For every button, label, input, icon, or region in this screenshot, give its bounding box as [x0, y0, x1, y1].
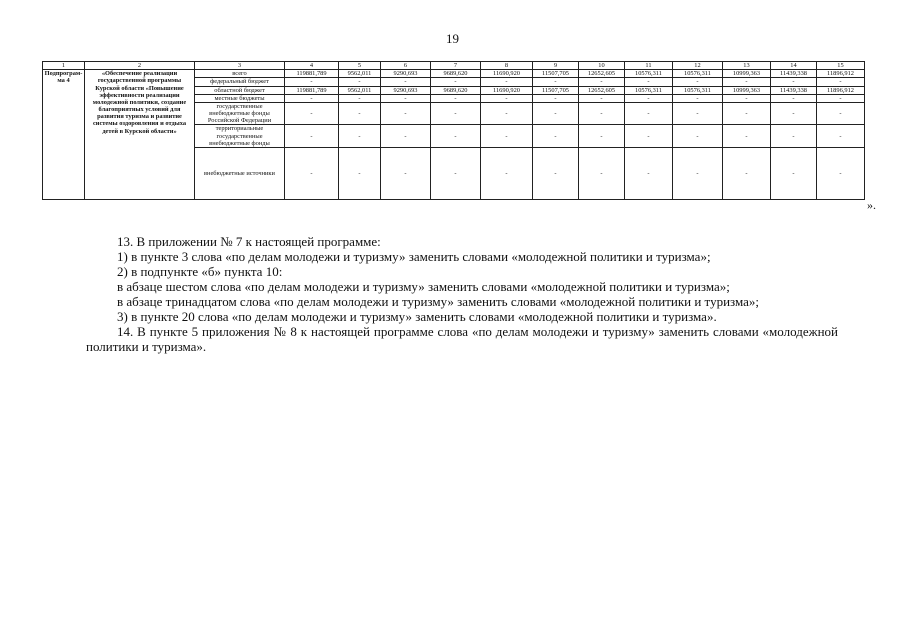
value-cell: - [339, 94, 381, 102]
value-cell: - [673, 125, 723, 148]
value-cell: - [533, 125, 579, 148]
value-cell: - [431, 78, 481, 86]
value-cell: 10576,311 [625, 86, 673, 94]
paragraph: 1) в пункте 3 слова «по делам молодежи и туризму» заменить словами «молодежной политики и туризма»; [117, 249, 711, 264]
value-cell: 11690,920 [481, 86, 533, 94]
value-cell: 119881,789 [285, 70, 339, 78]
value-cell: - [533, 78, 579, 86]
value-cell: - [673, 102, 723, 125]
header-cell: 12 [673, 62, 723, 70]
value-cell: - [771, 102, 817, 125]
header-cell: 10 [579, 62, 625, 70]
value-cell: 11896,912 [817, 70, 865, 78]
value-cell: - [625, 94, 673, 102]
value-cell: - [431, 125, 481, 148]
value-cell: - [723, 102, 771, 125]
value-cell: - [579, 78, 625, 86]
value-cell: - [771, 125, 817, 148]
value-cell: - [817, 94, 865, 102]
value-cell: - [817, 78, 865, 86]
value-cell: - [285, 125, 339, 148]
page-number: 19 [446, 31, 459, 46]
value-cell: - [381, 125, 431, 148]
value-cell: 11507,705 [533, 86, 579, 94]
closing-quote: ». [867, 198, 876, 212]
header-cell: 3 [195, 62, 285, 70]
value-cell: - [285, 94, 339, 102]
funding-source-cell: федеральный бюджет [195, 78, 285, 86]
value-cell: 11896,912 [817, 86, 865, 94]
header-cell: 15 [817, 62, 865, 70]
value-cell: 119881,789 [285, 86, 339, 94]
value-cell: - [817, 102, 865, 125]
value-cell: - [579, 125, 625, 148]
value-cell: - [431, 94, 481, 102]
value-cell: - [381, 78, 431, 86]
header-cell: 5 [339, 62, 381, 70]
value-cell: - [339, 147, 381, 199]
value-cell: - [723, 78, 771, 86]
paragraph: 3) в пункте 20 слова «по делам молодежи и туризму» заменить словами «молодежной политики и туризма». [117, 309, 717, 324]
value-cell: - [481, 125, 533, 148]
table-row [43, 70, 865, 78]
value-cell: - [481, 102, 533, 125]
value-cell: 10576,311 [673, 86, 723, 94]
value-cell: 11507,705 [533, 70, 579, 78]
value-cell: - [625, 125, 673, 148]
paragraph: в абзаце шестом слова «по делам молодежи и туризму» заменить словами «молодежной политики и туризма»; [117, 279, 730, 294]
table-header-row [43, 62, 865, 70]
value-cell: - [285, 147, 339, 199]
header-cell: 8 [481, 62, 533, 70]
value-cell: - [673, 78, 723, 86]
value-cell: 9290,693 [381, 70, 431, 78]
header-cell: 14 [771, 62, 817, 70]
header-cell: 6 [381, 62, 431, 70]
value-cell: - [481, 94, 533, 102]
value-cell: - [285, 78, 339, 86]
value-cell: - [771, 147, 817, 199]
value-cell: - [481, 78, 533, 86]
value-cell: 12652,605 [579, 86, 625, 94]
value-cell: - [339, 78, 381, 86]
value-cell: - [817, 125, 865, 148]
subprogram-cell: Подпрограм-ма 4 [43, 70, 85, 200]
value-cell: - [431, 147, 481, 199]
header-cell: 9 [533, 62, 579, 70]
value-cell: - [481, 147, 533, 199]
value-cell: 9689,620 [431, 70, 481, 78]
value-cell: 10999,363 [723, 86, 771, 94]
value-cell: - [381, 102, 431, 125]
value-cell: 10576,311 [625, 70, 673, 78]
value-cell: - [339, 125, 381, 148]
value-cell: - [817, 147, 865, 199]
value-cell: - [285, 102, 339, 125]
value-cell: - [771, 94, 817, 102]
value-cell: 9562,011 [339, 86, 381, 94]
funding-source-cell: областной бюджет [195, 86, 285, 94]
amendment-text [86, 234, 838, 354]
value-cell: 10999,363 [723, 70, 771, 78]
value-cell: - [723, 147, 771, 199]
header-cell: 7 [431, 62, 481, 70]
paragraph: в абзаце тринадцатом слова «по делам молодежи и туризму» заменить словами «молодежной политики и туризма»; [117, 294, 759, 309]
value-cell: - [431, 102, 481, 125]
funding-source-cell: местные бюджеты [195, 94, 285, 102]
value-cell: - [673, 94, 723, 102]
value-cell: - [771, 78, 817, 86]
program-name-cell: «Обеспечение реализации государственной программы Курской области «Повышение эффективности реализации молодежной политики, создание благоприятных условий для развития туризма и развитие системы оздоровления и отдыха детей в Курской области» [85, 70, 195, 200]
value-cell: - [533, 147, 579, 199]
value-cell: - [579, 147, 625, 199]
value-cell: - [625, 102, 673, 125]
value-cell: - [381, 147, 431, 199]
value-cell: - [381, 94, 431, 102]
funding-source-cell: государственные внебюджетные фонды Российской Федерации [195, 102, 285, 125]
header-cell: 2 [85, 62, 195, 70]
value-cell: 9290,693 [381, 86, 431, 94]
funding-source-cell: территориальные государственные внебюджетные фонды [195, 125, 285, 148]
funding-source-cell: внебюджетные источники [195, 147, 285, 199]
value-cell: - [723, 94, 771, 102]
header-cell: 4 [285, 62, 339, 70]
value-cell: - [533, 94, 579, 102]
value-cell: 9689,620 [431, 86, 481, 94]
value-cell: - [723, 125, 771, 148]
funding-source-cell: всего [195, 70, 285, 78]
budget-table-wrapper [42, 61, 864, 200]
value-cell: - [339, 102, 381, 125]
paragraph: 2) в подпункте «б» пункта 10: [117, 264, 283, 279]
value-cell: 10576,311 [673, 70, 723, 78]
paragraph: 13. В приложении № 7 к настоящей программе: [117, 234, 381, 249]
value-cell: 11690,920 [481, 70, 533, 78]
value-cell: - [673, 147, 723, 199]
value-cell: 11439,338 [771, 70, 817, 78]
value-cell: - [625, 78, 673, 86]
header-cell: 13 [723, 62, 771, 70]
header-cell: 11 [625, 62, 673, 70]
value-cell: 9562,011 [339, 70, 381, 78]
value-cell: - [579, 94, 625, 102]
budget-table [42, 61, 865, 200]
value-cell: 11439,338 [771, 86, 817, 94]
header-cell: 1 [43, 62, 85, 70]
value-cell: - [579, 102, 625, 125]
paragraph: 14. В пункте 5 приложения № 8 к настоящей программе слова «по делам молодежи и туризму» заменить словами «молодежной политики и туризма». [86, 324, 838, 354]
value-cell: - [625, 147, 673, 199]
value-cell: 12652,605 [579, 70, 625, 78]
value-cell: - [533, 102, 579, 125]
